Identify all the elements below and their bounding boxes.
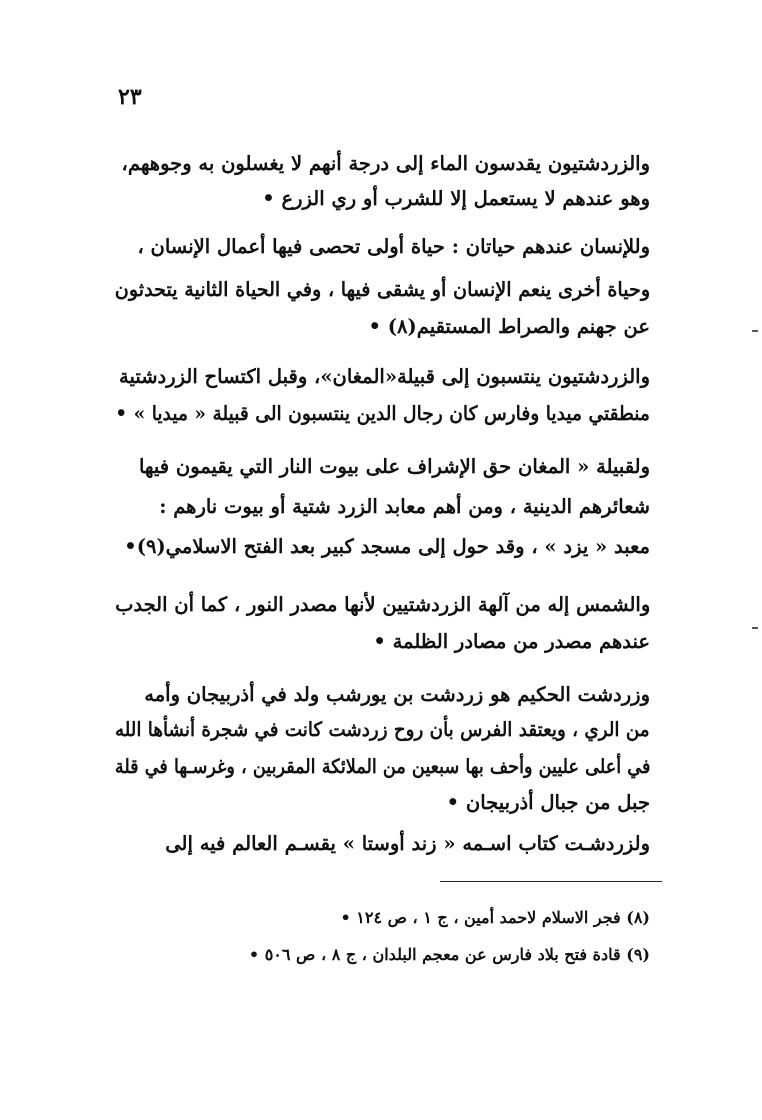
text-line: منطقتي ميديا وفارس كان رجال الدين ينتسبون الى قبيلة « ميديا » • <box>115 402 650 425</box>
footnote-separator <box>440 881 662 882</box>
scan-mark <box>752 627 758 629</box>
footnote: (٩) قادة فتح بلاد فارس عن معجم البلدان ، ج ٨ ، ص ٥٠٦ • <box>248 945 650 964</box>
text-line: وللإنسان عندهم حياتان : حياة أولى تحصى فيها أعمال الإنسان ، <box>137 235 650 258</box>
text-line: عن جهنم والصراط المستقيم(٨) • <box>368 315 650 338</box>
text-line: والشمس إله من آلهة الزردشتيين لأنها مصدر النور ، كما أن الجدب <box>114 593 650 616</box>
text-line: شعائرهم الدينية ، ومن أهم معابد الزرد شتية أو بيوت نارهم : <box>159 495 650 518</box>
text-line: وحياة أخرى ينعم الإنسان أو يشقى فيها ، وفي الحياة الثانية يتحدثون <box>114 278 650 301</box>
text-line: وزردشت الحكيم هو زردشت بن يورشب ولد في أذربيجان وأمه <box>144 683 650 706</box>
text-line: ولزردشـت كتاب اسـمه « زند أوستا » يقسـم العالم فيه إلى <box>165 832 650 855</box>
text-line: في أعلى عليين وأحف بها سبعين من الملائكة المقربين ، وغرسـها في قلة <box>114 755 650 778</box>
footnote: (٨) فجر الاسلام لاحمد أمين ، ج ١ ، ص ١٢٤ • <box>340 908 650 927</box>
text-line: عندهم مصدر من مصادر الظلمة • <box>373 630 650 653</box>
text-line: معبد « يزد » ، وقد حول إلى مسجد كبير بعد الفتح الاسلامي(٩)• <box>124 535 650 558</box>
text-line: والزردشتيون ينتسبون إلى قبيلة«المغان»، وقبل اكتساح الزردشتية <box>118 365 650 388</box>
text-line: وهو عندهم لا يستعمل إلا للشرب أو ري الزرع • <box>262 187 650 210</box>
text-line: جبل من جبال أذربيجان • <box>446 791 650 814</box>
text-line: والزردشتيون يقدسون الماء إلى درجة أنهم لا يغسلون به وجوههم، <box>121 152 650 175</box>
scan-mark <box>752 330 758 332</box>
text-line: ولقبيلة « المغان حق الإشراف على بيوت النار التي يقيمون فيها <box>138 455 650 478</box>
page-number: ٢٣ <box>118 84 142 110</box>
text-line: من الري ، ويعتقد الفرس بأن روح زردشت كانت في شجرة أنشأها الله <box>115 718 650 741</box>
